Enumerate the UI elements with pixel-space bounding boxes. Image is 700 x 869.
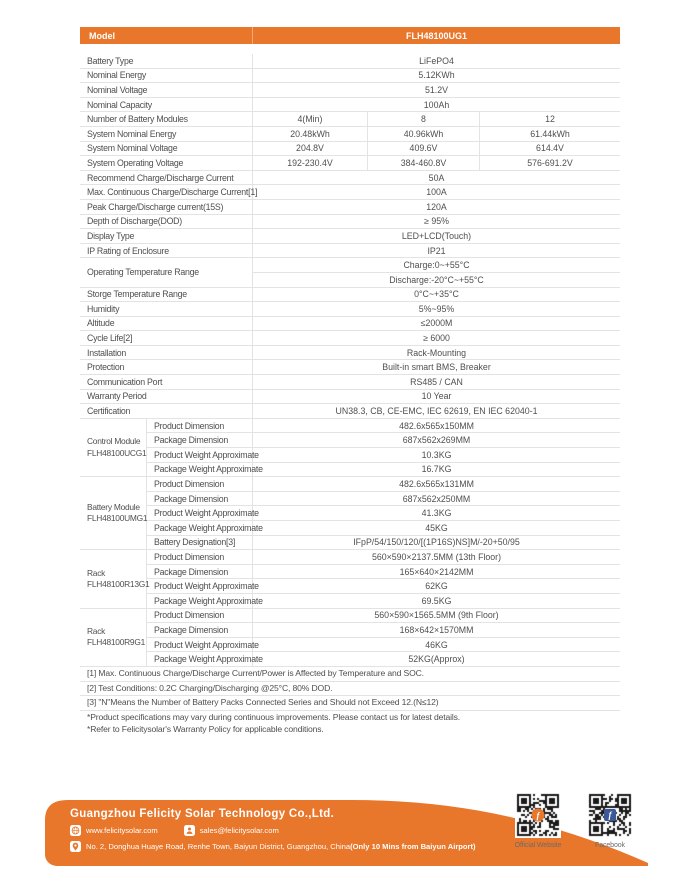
spec-row — [147, 477, 620, 492]
group-rows — [147, 609, 620, 666]
row-value: 384-460.8V — [368, 156, 480, 170]
group-label — [80, 419, 147, 476]
row-value: LiFePO4 — [419, 55, 454, 66]
row-label: Battery Type — [80, 54, 253, 68]
footnote: [2] Test Conditions: 0.2C Charging/Discharging @25°C, 80% DOD. — [80, 682, 620, 697]
row-value: 45KG — [425, 522, 448, 533]
group-model: FLH48100UCG1 — [87, 447, 147, 458]
row-value: UN38.3, CB, CE-EMC, IEC 62619, EN IEC 62040-1 — [335, 406, 538, 417]
row-label: IP Rating of Enclosure — [80, 244, 253, 258]
row-value: 192-230.4V — [253, 156, 368, 170]
group-name: Rack — [87, 567, 106, 578]
spec-row — [80, 98, 620, 113]
row-label: Depth of Discharge(DOD) — [80, 215, 253, 229]
row-label: Nominal Capacity — [80, 98, 253, 112]
row-value: 204.8V — [253, 142, 368, 156]
row-value: 576-691.2V — [527, 157, 573, 168]
felicity-logo: f — [532, 809, 545, 822]
row-label: Number of Battery Modules — [80, 112, 253, 126]
facebook-logo: f — [604, 809, 616, 821]
row-value: IFpP/54/150/120/[(1P16S)NS]M/-20+50/95 — [353, 537, 520, 548]
row-value: 614.4V — [536, 143, 564, 154]
row-label: Storge Temperature Range — [80, 288, 253, 302]
footer-contact-block — [70, 808, 476, 852]
facebook-qr-code — [587, 792, 633, 838]
row-value: 5%~95% — [418, 303, 455, 314]
row-value: Charge:0~+55°C — [253, 258, 620, 273]
row-value: LED+LCD(Touch) — [401, 230, 472, 241]
group-name: Control Module — [87, 436, 141, 447]
row-value: 51.2V — [425, 84, 448, 95]
header-gap — [80, 44, 620, 54]
row-label: Nominal Voltage — [80, 83, 253, 97]
email-link[interactable]: sales@felicitysolar.com — [199, 826, 279, 835]
contact-person-icon — [184, 825, 195, 836]
row-sublabel: Package Dimension — [147, 623, 253, 637]
spec-row — [80, 244, 620, 259]
row-value: Discharge:-20°C~+55°C — [389, 274, 484, 285]
group-name: Battery Module — [87, 501, 140, 512]
row-sublabel: Package Weight Approximate — [147, 594, 253, 608]
row-value: 165×640×2142MM — [399, 566, 474, 577]
row-value: 8 — [368, 112, 480, 126]
spec-row — [147, 536, 620, 550]
spec-row — [147, 565, 620, 580]
qr-label-website: Official Website — [514, 842, 562, 849]
address-text: No. 2, Donghua Huaye Road, Renhe Town, Baiyun District, Guangzhou, China — [86, 842, 351, 851]
row-sublabel: Package Weight Approximate — [147, 652, 253, 666]
spec-row — [80, 69, 620, 84]
row-value: ≥ 95% — [424, 216, 449, 227]
spec-row — [80, 258, 620, 287]
row-value: 10 Year — [421, 391, 452, 402]
spec-row — [147, 492, 620, 507]
row-value: 687x562x250MM — [402, 493, 471, 504]
row-label: System Operating Voltage — [80, 156, 253, 170]
row-sublabel: Product Dimension — [147, 419, 253, 433]
row-sublabel: Product Dimension — [147, 550, 253, 564]
spec-row — [80, 390, 620, 405]
spec-row — [80, 112, 620, 127]
qr-label-facebook: Facebook — [595, 842, 625, 849]
note-line: *Product specifications may vary during continuous improvements. Please contact us for latest details. — [87, 711, 461, 722]
spec-group — [80, 477, 620, 550]
location-pin-icon — [70, 841, 81, 852]
row-value: 12 — [545, 114, 555, 125]
row-value: 5.12KWh — [418, 70, 455, 81]
group-model: FLH48100R9G1 — [87, 637, 145, 648]
row-value: 41.3KG — [421, 508, 452, 519]
spec-row — [147, 419, 620, 434]
row-label: Max. Continuous Charge/Discharge Current[1] — [80, 185, 253, 199]
spec-row — [80, 302, 620, 317]
row-label: System Nominal Energy — [80, 127, 253, 141]
address-highlight: (Only 10 Mins from Baiyun Airport) — [350, 842, 476, 851]
row-label: Operating Temperature Range — [80, 258, 253, 286]
row-label: Humidity — [80, 302, 253, 316]
row-value: ≥ 6000 — [423, 333, 450, 344]
row-value: 4(Min) — [253, 112, 368, 126]
row-label: Cycle Life[2] — [80, 331, 253, 345]
row-sublabel: Package Dimension — [147, 565, 253, 579]
spec-row — [147, 448, 620, 463]
row-label: Peak Charge/Discharge current(15S) — [80, 200, 253, 214]
spec-group — [80, 609, 620, 667]
row-value: 10.3KG — [421, 449, 452, 460]
note-line: *Refer to Felicitysolar's Warranty Policy for applicable conditions. — [87, 724, 324, 735]
spec-table — [80, 27, 620, 736]
spec-row — [80, 375, 620, 390]
qr-code-area — [508, 792, 640, 849]
row-value: Built-in smart BMS, Breaker — [382, 362, 491, 373]
spec-row — [147, 623, 620, 638]
row-label: System Nominal Voltage — [80, 142, 253, 156]
spec-row — [147, 433, 620, 448]
row-sublabel: Product Weight Approximate — [147, 579, 253, 593]
row-label: Protection — [80, 360, 253, 374]
spec-row — [80, 156, 620, 171]
group-rows — [147, 550, 620, 607]
row-value: 100Ah — [423, 99, 450, 110]
row-value: 168×642×1570MM — [399, 624, 474, 635]
model-header-value: FLH48100UG1 — [405, 30, 468, 41]
row-label: Certification — [80, 404, 253, 418]
qr-block-website — [508, 792, 568, 849]
row-sublabel: Battery Designation[3] — [147, 536, 253, 550]
spec-row — [147, 550, 620, 565]
row-label: Altitude — [80, 317, 253, 331]
spec-group — [80, 419, 620, 477]
row-value: 20.48kWh — [253, 127, 368, 141]
group-model: FLH48100R13G1 — [87, 578, 150, 589]
row-sublabel: Package Dimension — [147, 433, 253, 447]
globe-icon — [70, 825, 81, 836]
row-value: 61.44kWh — [530, 128, 570, 139]
row-value: 46KG — [425, 639, 448, 650]
spec-row — [80, 127, 620, 142]
row-sublabel: Product Weight Approximate — [147, 448, 253, 462]
group-label — [80, 550, 150, 607]
spec-row — [80, 83, 620, 98]
row-label: Recommend Charge/Discharge Current — [80, 171, 253, 185]
row-label: Display Type — [80, 229, 253, 243]
row-value: 69.5KG — [421, 595, 452, 606]
spec-row — [80, 288, 620, 303]
row-value: 62KG — [425, 581, 448, 592]
row-label: Installation — [80, 346, 253, 360]
model-header-label: Model — [80, 27, 253, 44]
row-sublabel: Package Weight Approximate — [147, 521, 253, 535]
spec-row — [80, 331, 620, 346]
spec-row — [80, 54, 620, 69]
row-value: 16.7KG — [421, 464, 452, 475]
spec-row — [80, 229, 620, 244]
spec-row — [80, 200, 620, 215]
spec-row — [80, 346, 620, 361]
row-value: IP21 — [427, 245, 446, 256]
row-value: ≤2000M — [420, 318, 453, 329]
row-label: Communication Port — [80, 375, 253, 389]
group-name: Rack — [87, 625, 106, 636]
row-value: 482.6x565x131MM — [399, 479, 474, 490]
group-rows — [147, 419, 620, 476]
spec-row — [147, 463, 620, 477]
row-value: 100A — [426, 187, 447, 198]
group-rows — [147, 477, 620, 549]
group-label — [80, 609, 147, 666]
row-value: RS485 / CAN — [410, 376, 463, 387]
spec-row — [147, 579, 620, 594]
qr-block-facebook — [580, 792, 640, 849]
page-footer — [0, 779, 700, 869]
row-sublabel: Product Weight Approximate — [147, 638, 253, 652]
spec-table-body — [80, 54, 620, 736]
spec-row — [147, 609, 620, 624]
row-sublabel: Product Weight Approximate — [147, 506, 253, 520]
group-model: FLH48100UMG1 — [87, 513, 148, 524]
footnote: [1] Max. Continuous Charge/Discharge Current/Power is Affected by Temperature and SOC. — [80, 667, 620, 682]
spec-row — [80, 404, 620, 419]
footnote: [3] "N"Means the Number of Battery Packs Connected Series and Should not Exceed 12.(N≤12) — [80, 696, 620, 711]
row-value: Rack-Mounting — [406, 347, 467, 358]
spec-row — [80, 360, 620, 375]
website-qr-code — [515, 792, 561, 838]
spec-row — [80, 317, 620, 332]
spec-row — [147, 521, 620, 536]
row-sublabel: Package Dimension — [147, 492, 253, 506]
spec-row — [147, 594, 620, 608]
row-value: 50A — [428, 172, 445, 183]
row-value: 560×590×2137.5MM (13th Floor) — [371, 551, 502, 562]
row-value: 687x562x269MM — [402, 435, 471, 446]
group-label — [80, 477, 147, 549]
spec-row — [80, 215, 620, 230]
spec-row — [147, 638, 620, 653]
company-name: Guangzhou Felicity Solar Technology Co.,Ltd. — [70, 808, 335, 820]
spec-row — [147, 506, 620, 521]
row-value: 409.6V — [368, 142, 480, 156]
row-sublabel: Product Dimension — [147, 609, 253, 623]
row-value: 560×590×1565.5MM (9th Floor) — [374, 610, 499, 621]
row-sublabel: Product Dimension — [147, 477, 253, 491]
row-value: 482.6x565x150MM — [399, 420, 474, 431]
spec-row — [80, 185, 620, 200]
row-sublabel: Package Weight Approximate — [147, 463, 253, 477]
model-header-row — [80, 27, 620, 44]
spec-row — [147, 652, 620, 666]
spec-row — [80, 142, 620, 157]
row-value: 52KG(Approx) — [408, 654, 465, 665]
row-value: 120A — [426, 201, 447, 212]
row-label: Nominal Energy — [80, 69, 253, 83]
row-value: 0°C~+35°C — [414, 289, 459, 300]
website-link[interactable]: www.felicitysolar.com — [86, 826, 158, 835]
row-value-stack — [253, 258, 620, 286]
row-value: 40.96kWh — [368, 127, 480, 141]
spec-row — [80, 171, 620, 186]
row-label: Warranty Period — [80, 390, 253, 404]
spec-group — [80, 550, 620, 608]
